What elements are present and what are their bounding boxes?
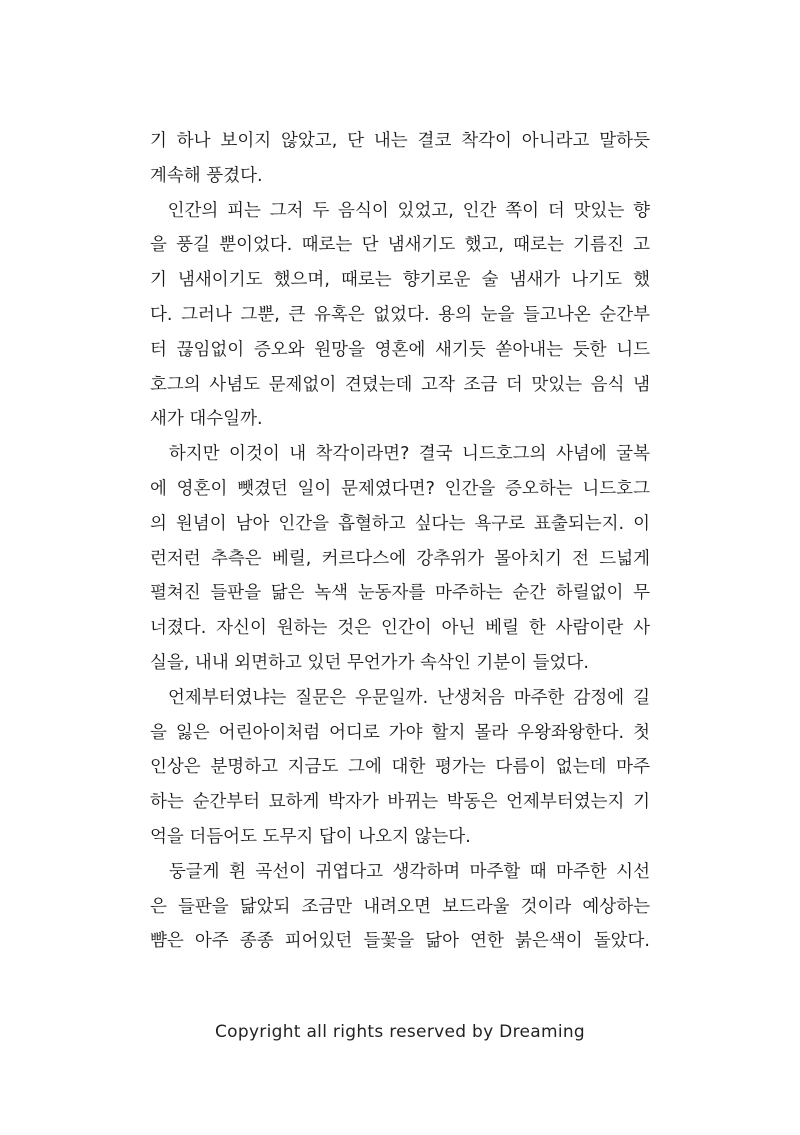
text-line: 계속해 풍겼다.	[150, 165, 263, 186]
text-line: 기 하나 보이지 않았고, 단 내는 결코 착각이 아니라고 말하듯	[150, 131, 650, 151]
text-line: 에 영혼이 뺏겼던 일이 문제였다면? 인간을 증오하는 니드호그	[150, 478, 650, 499]
text-line: 펼쳐진 들판을 닮은 녹색 눈동자를 마주하는 순간 하릴없이 무	[150, 583, 650, 604]
text-line: 억을 더듬어도 도무지 답이 나오지 않는다.	[150, 826, 471, 847]
text-line: 은 들판을 닮았되 조금만 내려오면 보드라울 것이라 예상하는	[150, 896, 650, 917]
text-line: 새가 대수일까.	[150, 409, 263, 430]
text-line: 을 잃은 어린아이처럼 어디로 가야 할지 몰라 우왕좌왕한다. 첫	[150, 722, 650, 743]
text-line: 기 냄새이기도 했으며, 때로는 향기로운 술 냄새가 나기도 했	[150, 270, 650, 291]
text-line: 을 풍길 뿐이었다. 때로는 단 냄새기도 했고, 때로는 기름진 고	[150, 235, 650, 256]
text-line: 너졌다. 자신이 원하는 것은 인간이 아닌 베릴 한 사람이란 사	[150, 618, 650, 639]
text-line: 실을, 내내 외면하고 있던 무언가가 속삭인 기분이 들었다.	[150, 652, 589, 673]
text-line: 언제부터였냐는 질문은 우문일까. 난생처음 마주한 감정에 길	[150, 687, 650, 708]
text-line: 인간의 피는 그저 두 음식이 있었고, 인간 쪽이 더 맛있는 향	[150, 200, 650, 221]
text-line: 하는 순간부터 묘하게 박자가 바뀌는 박동은 언제부터였는지 기	[150, 792, 650, 813]
copyright-footer: Copyright all rights reserved by Dreaming	[214, 1022, 586, 1042]
text-line: 인상은 분명하고 지금도 그에 대한 평가는 다름이 없는데 마주	[150, 757, 650, 778]
text-line: 호그의 사념도 문제없이 견뎠는데 고작 조금 더 맛있는 음식 냄	[150, 374, 650, 395]
text-line: 둥글게 휜 곡선이 귀엽다고 생각하며 마주할 때 마주한 시선	[150, 861, 650, 882]
text-line: 다. 그러나 그뿐, 큰 유혹은 없었다. 용의 눈을 들고나온 순간부	[150, 304, 650, 325]
text-line: 뺨은 아주 종종 피어있던 들꽃을 닮아 연한 붉은색이 돌았다.	[150, 931, 650, 952]
text-line: 터 끊임없이 증오와 원망을 영혼에 새기듯 쏟아내는 듯한 니드	[150, 339, 650, 360]
text-line: 하지만 이것이 내 착각이라면? 결국 니드호그의 사념에 굴복	[150, 444, 650, 465]
text-line: 의 원념이 남아 인간을 흡혈하고 싶다는 욕구로 표출되는지. 이	[150, 513, 650, 534]
body-text	[150, 124, 650, 959]
text-line: 런저런 추측은 베릴, 커르다스에 강추위가 몰아치기 전 드넓게	[150, 548, 650, 569]
